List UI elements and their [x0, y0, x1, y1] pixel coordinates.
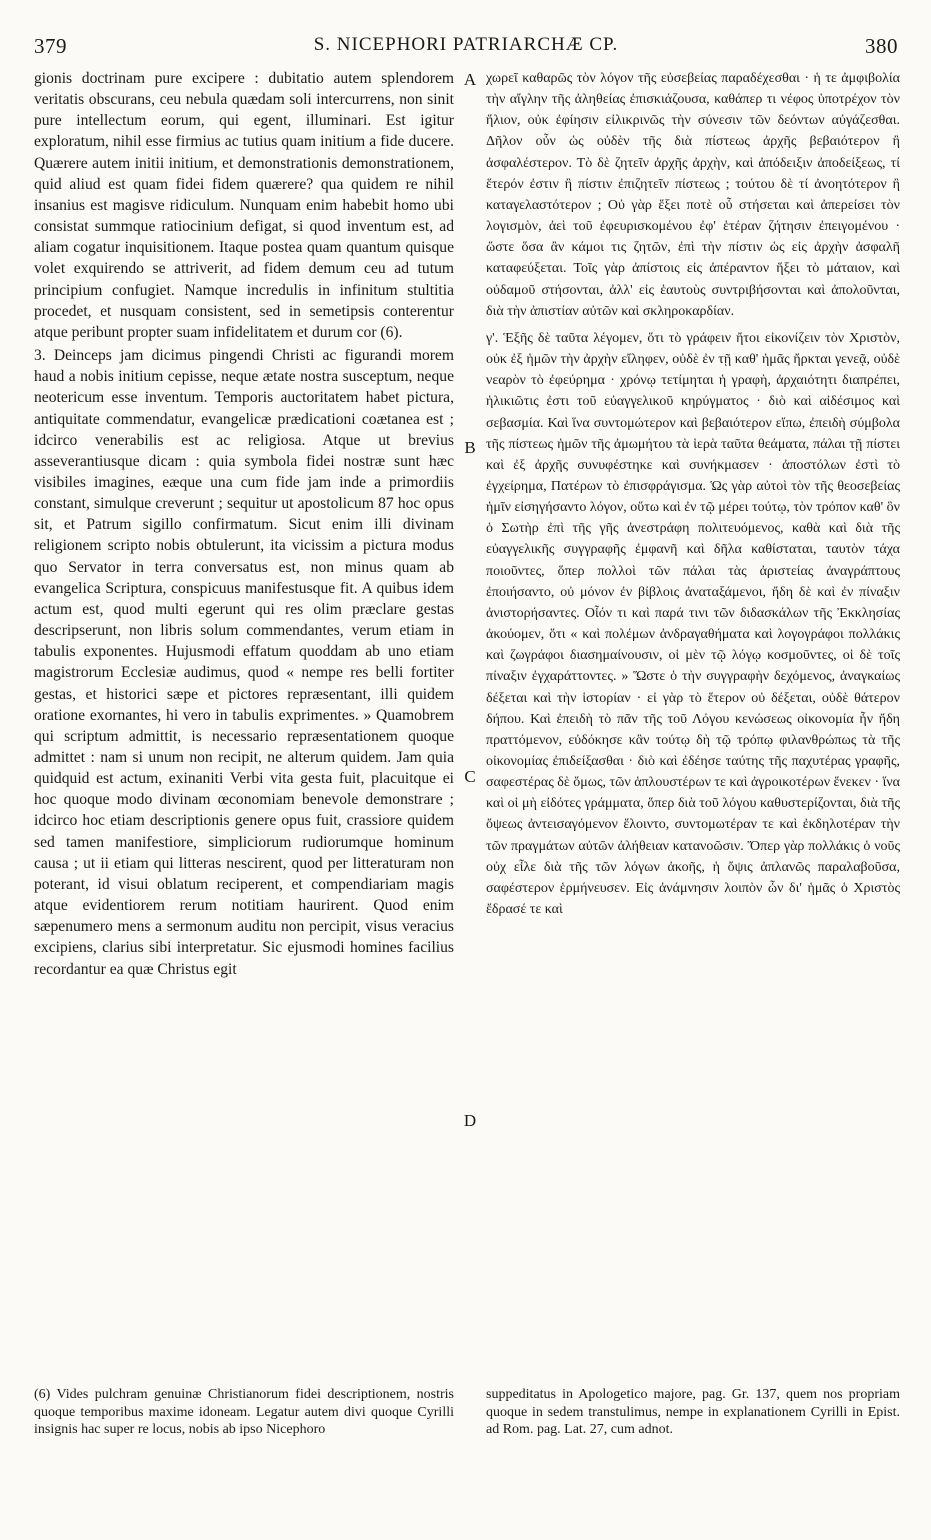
- latin-column: [34, 68, 454, 980]
- margin-letters: [454, 0, 486, 1540]
- margin-letter-b: B: [464, 438, 476, 457]
- latin-paragraph: gionis doctrinam pure excipere : dubitatio autem splendorem veritatis obscurans, ceu nebula quædam soli intercurrens, non sinit pure intellectum eorum, qui egent, illuminari. Est igitur exploratum, nihil esse firmius ac tutius quam initium a fide ducere. Quærere autem initii initium, et demonstrationis demonstrationem, quid aliud est quam fidei fidem quærere? qua quidem re nihil insanius est magisve ridiculum. Nunquam enim habebit homo ubi consistat summque ratiocinium defigat, si quod inventum est, ad aliam cogatur inquisitionem. Itaque postea quam quantum quisque volet exquirendo se attriverit, ad fidem demum ceu ad tutum principium confugiet. Namque incredulis in infinitum stultitia procedet, et nusquam consistent, sed in semetipsis conterentur atque peribunt propter suam infidelitatem et durum cor (6).: [34, 70, 454, 341]
- greek-paragraph: γ'. Ἑξῆς δὲ ταῦτα λέγομεν, ὅτι τὸ γράφειν ἤτοι εἰκονίζειν τὸν Χριστὸν, οὐκ ἐξ ἡμῶν τὴν ἀρχὴν εἴληφεν, οὐδὲ ἐν τῇ καθ' ἡμᾶς ἤρκται γενεᾷ, οὐδὲ νεαρὸν τὸ ἐφεύρημα · χρόνῳ τετίμηται ἡ γραφὴ, ἀρχαιότητι διαπρέπει, ἡλικιῶτις ἐστι τοῦ εὐαγγελικοῦ κηρύγματος · διὸ καὶ αἰδέσιμος καὶ σεβασμία. Καὶ ἵνα συντομώτερον καὶ βεβαιότερον εἴπω, ἐπειδὴ σύμβολα τῆς πίστεως ἡμῶν τῆς ἀμωμήτου τὰ ἱερὰ ταῦτα θεάματα, πάλαι τῇ πίστει καὶ ἐξ ἀρχῆς συνυφέστηκε καὶ συνήκμασεν · ἀποστόλων ἐστὶ τὸ ἐγχείρημα, Πατέρων τὸ ἐπισφράγισμα. Ὡς γὰρ αὐτοὶ τὸν τῆς θεοσεβείας ἡμῖν εἰσηγήσαντο λόγον, οὕτω καὶ ἐν τῷ μέρει τούτῳ, τὸν τρόπον καθ' ὃν ὁ Σωτὴρ ἐπὶ τῆς γῆς ἀνεστράφη πολιτευόμενος, καθὰ καὶ διὰ τῆς εὐαγγελικῆς συγγραφῆς ἐμφανῆ καὶ δῆλα καθίσταται, ταυτὸν τάχα ποιοῦντες, ὅπερ πολλοὶ τῶν πάλαι τὰς ἀριστείας ἀναγράπτους ἐποιήσαντο, οὐ μόνον ἐν βίβλοις ἀναταξάμενοι, ἤδη δὲ καὶ ἐν πίναξιν ἀνιστορήσαντες. Οἷόν τι καὶ παρά τινι τῶν διδασκάλων τῆς Ἐκκλησίας ἀκούομεν, ὅτι « καὶ πολέμων ἀνδραγαθήματα καὶ λογογράφοι πολλάκις καὶ ζωγράφοι διασημαίνουσιν, οἱ μὲν τῷ λόγῳ κοσμοῦντες, οἱ δὲ τοῖς πίναξιν ἐγχαράττοντες. » Ὥστε ὁ τὴν συγγραφὴν δεχόμενος, ἀναγκαίως δέξεται καὶ τὴν ἱστορίαν · εἰ γὰρ τὸ ἕτερον οὐ δέξεται, οὐδὲ θάτερον δήπου. Καὶ ἐπειδὴ τὸ πᾶν τῆς τοῦ Λόγου κενώσεως οἰκονομία ἦν ἤδη πραττόμενον, εὐδόκησε κἂν τούτῳ δὴ τῷ τρόπῳ φιλανθρώπως τὰ τῆς οἰκονομίας ἐπιδείξασθαι · διὸ καὶ ἐδέησε ταύτης τῆς παχυτέρας γραφῆς, σαφεστέρας δὲ ὅμως, τῶν ἁπλουστέρων τε καὶ ἀγροικοτέρων ἕνεκεν · ἵνα καὶ οἱ μὴ εἰδότες γράμματα, ὅπερ διὰ τοῦ λόγου καθυστερίζονται, διὰ τῆς ὄψεως ἀντεισαγόμενον ἕλοιντο, συντομωτέραν τε καὶ ἐκδηλοτέραν τὴν τῶν πραγμάτων αὐτῶν ἀλήθειαν κατανοῶσιν. Ὅπερ γὰρ πολλάκις ὁ νοῦς οὐχ εἷλε διὰ τῆς τῶν λόγων ἀκοῆς, ἡ ὄψις ἀπλανῶς παραλαβοῦσα, σαφέστερον ἑρμήνευσεν. Εἰς ἀνάμνησιν λοιπὸν ὧν δι' ἡμᾶς ὁ Χριστὸς ἔδρασέ τε καὶ: [486, 330, 900, 918]
- footnote-text: (6) Vides pulchram genuinæ Christianorum fidei descriptionem, nostris quoque temporibus maxime idoneam. Legatur autem divi quoque Cyrilli insignis hac super re locus, nobis ab ipso Nicephoro: [34, 1387, 454, 1437]
- footnote-right: [486, 1386, 900, 1439]
- greek-column: [486, 68, 900, 920]
- greek-paragraph: χωρεῖ καθαρῶς τὸν λόγον τῆς εὐσεβείας παραδέχεσθαι · ἡ τε ἀμφιβολία τὴν αἴγλην τῆς ἀληθείας ἐπισκιάζουσα, καθάπερ τι νέφος ὑποτρέχον τὸν ἥλιον, οὐκ ἐφίησιν εἰλικρινῶς τὴν σύνεσιν τῶν δεόντων αὐγάζεσθαι. Δῆλον οὖν ὡς οὐδὲν τῆς διὰ πίστεως ἀρχῆς βεβαιότερον ἢ ἀσφαλέστερον. Τὸ δὲ ζητεῖν ἀρχῆς ἀρχὴν, καὶ ἀπόδειξιν ἀποδείξεως, τί ἕτερόν ἐστιν ἢ πίστιν ἐπιζητεῖν πίστεως ; τούτου δὲ τί ἀνοητότερον ἢ καταγελαστότερον ; Οὐ γὰρ ἕξει ποτὲ οὗ στήσεται καὶ ἀπερείσει τὸν λογισμὸν, ἀεὶ τοῦ ἐφευρισκομένου ἐφ' ἑτέραν ζήτησιν ἐπειγομένου · ὥστε ὅσα ἂν κάμοι τις ζητῶν, ἐπὶ τὴν πίστιν ὡς εἰς ἀρχὴν ἀσφαλῆ καταφεύξεται. Τοῖς γὰρ ἀπίστοις εἰς ἀπέραντον ἥξει τὸ μάταιον, καὶ οὐδαμοῦ στήσονται, ἀλλ' εἰς ἑαυτοὺς συντριβήσονται καὶ ἀπολοῦνται, διὰ τὴν ἀπιστίαν αὐτῶν καὶ σκληροκαρδίαν.: [486, 71, 900, 319]
- page-number-left: 379: [34, 34, 67, 58]
- margin-letter-a: A: [463, 70, 477, 89]
- footnote-continuation: suppeditatus in Apologetico majore, pag. Gr. 137, quem nos propriam quoque in sedem transtulimus, nempe in explanationem Cyrilli in Epist. ad Rom. pag. Lat. 27, cum adnot.: [486, 1387, 900, 1437]
- footnote-left: [34, 1386, 454, 1439]
- running-title: S. NICEPHORI PATRIARCHÆ CP.: [313, 34, 619, 55]
- page-number-right: 380: [865, 34, 898, 58]
- margin-letter-c: C: [464, 767, 476, 786]
- latin-paragraph: 3. Deinceps jam dicimus pingendi Christi ac figurandi morem haud a nobis initium cepisse, neque ætate nostra susceptum, neque neotericum esse inventum. Temporis auctoritatem habet pictura, antiquitate commendatur, evangelicæ prædicationi coætanea est ; idcirco venerabilis est ac religiosa. Atque ut brevius asseverantiusque dicam : quia symbola fidei nostræ sunt hæc visibiles imagines, eæque una cum fide jam inde a primordiis constant, simulque creverunt ; sequitur ut apostolicum 87 hoc opus sit, et Patrum sigillo confirmatum. Sicut enim illi divinam religionem scripto nobis obtulerunt, ita vicissim a pictura modus quo Servator in terra conversatus est, non minus quam ab evangelica Scriptura, conspicuus manifestusque fit. A quibus idem actum est, quod multi egerunt qui res olim præclare gestas descripserunt, non libris solum commendantes, verum etiam in tabulis exponentes. Hujusmodi effatum quoddam ab uno etiam magistrorum Ecclesiæ audimus, quod « nempe res belli fortiter gestas, et historici sæpe et pictores repræsentant, illi quidem oratione exornantes, hi vero in tabulis exprimentes. » Quamobrem qui scriptum admittit, is necessario repræsentationem quoque admittet : nam si unum non recipit, ne alterum quidem. Jam quia quidquid est actum, exinaniti Verbi vita gesta fuit, placuitque ei hoc quoque modo divinam œconomiam benevole demonstrare ; idcirco hoc etiam descriptionis genere opus fuit, crassiore quidem sed tamen manifestiore, simpliciorum rudiorumque hominum causa ; ut ii etiam qui litteras nescirent, quod per litteraturam non poterant, id visui oblatum reciperent, et compendiariam magis atque evidentiorem rerum notitiam haurirent. Quod enim sæpenumero mens a sermonum auditu non percipit, visus veracius excipiens, clarius sibi interpretatur. Sic ejusmodi homines facilius recordantur ea quæ Christus egit: [34, 347, 454, 978]
- margin-letter-d: D: [463, 1111, 477, 1130]
